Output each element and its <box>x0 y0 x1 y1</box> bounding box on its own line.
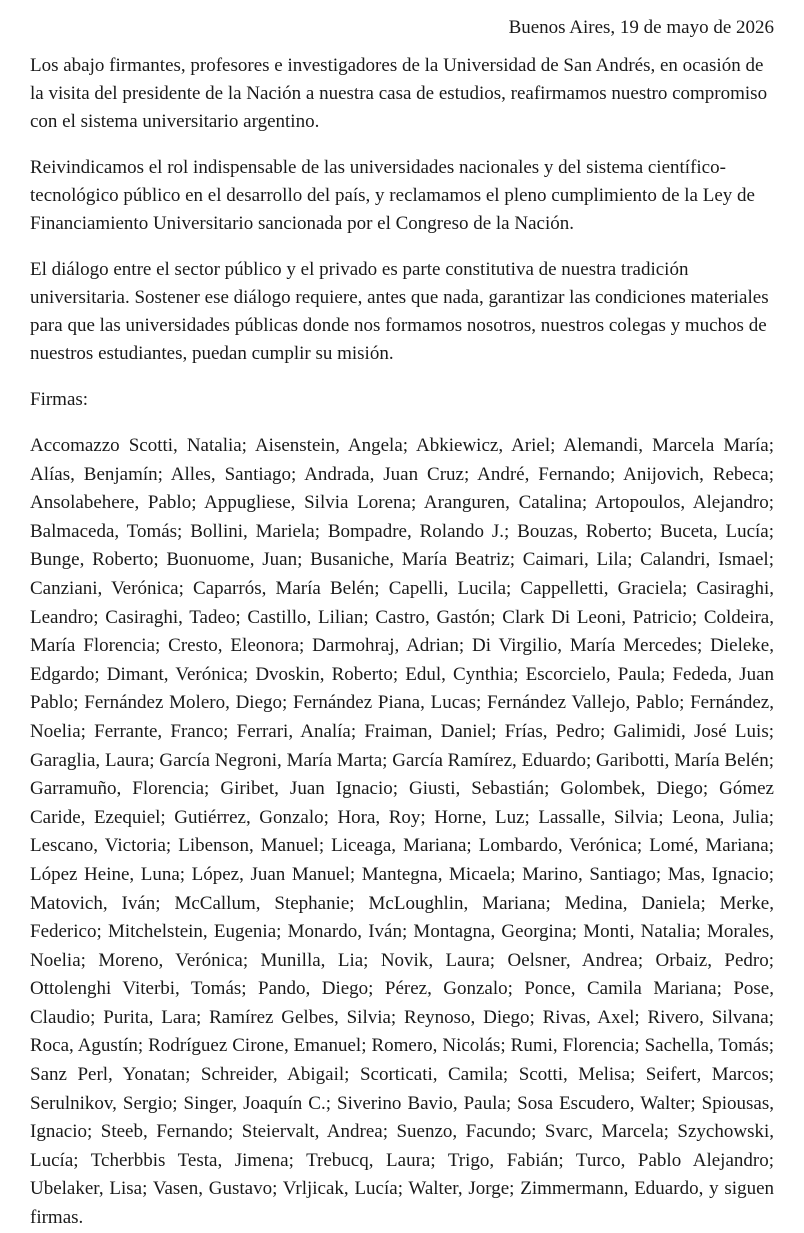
letter-date: Buenos Aires, 19 de mayo de 2026 <box>508 17 774 38</box>
signatures-list: Accomazzo Scotti, Natalia; Aisenstein, Angela; Abkiewicz, Ariel; Alemandi, Marcela María; Alías, Benjamín; Alles, Santiago; Andrada, Juan Cruz; André, Fernando; Anijovich, Rebeca; Ansolabehere, Pablo; Appugliese, Silvia Lorena; Aranguren, Catalina; Artopoulos, Alejandro; Balmaceda, Tomás; Bollini, Mariela; Bompadre, Rolando J.; Bouzas, Roberto; Buceta, Lucía; Bunge, Roberto; Buonuome, Juan; Busaniche, María Beatriz; Caimari, Lila; Calandri, Ismael; Canziani, Verónica; Caparrós, María Belén; Capelli, Lucila; Cappelletti, Graciela; Casiraghi, Leandro; Casiraghi, Tadeo; Castillo, Lilian; Castro, Gastón; Clark Di Leoni, Patricio; Coldeira, María Florencia; Cresto, Eleonora; Darmohraj, Adrian; Di Virgilio, María Mercedes; Dieleke, Edgardo; Dimant, Verónica; Dvoskin, Roberto; Edul, Cynthia; Escorcielo, Paula; Fededa, Juan Pablo; Fernández Molero, Diego; Fernández Piana, Lucas; Fernández Vallejo, Pablo; Fernández, Noelia; Ferrante, Franco; Ferrari, Analía; Fraiman, Daniel; Frías, Pedro; Galimidi, José Luis; Garaglia, Laura; García Negroni, María Marta; García Ramírez, Eduardo; Garibotti, María Belén; Garramuño, Florencia; Giribet, Juan Ignacio; Giusti, Sebastián; Golombek, Diego; Gómez Caride, Ezequiel; Gutiérrez, Gonzalo; Hora, Roy; Horne, Luz; Lassalle, Silvia; Leona, Julia; Lescano, Victoria; Libenson, Manuel; Liceaga, Mariana; Lombardo, Verónica; Lomé, Mariana; López Heine, Luna; López, Juan Manuel; Mantegna, Micaela; Marino, Santiago; Mas, Ignacio; Matovich, Iván; McCallum, Stephanie; McLoughlin, Mariana; Medina, Daniela; Merke, Federico; Mitchelstein, Eugenia; Monardo, Iván; Montagna, Georgina; Monti, Natalia; Morales, Noelia; Moreno, Verónica; Munilla, Lia; Novik, Laura; Oelsner, Andrea; Orbaiz, Pedro; Ottolenghi Viterbi, Tomás; Pando, Diego; Pérez, Gonzalo; Ponce, Camila Mariana; Pose, Claudio; Purita, Lara; Ramírez Gelbes, Silvia; Reynoso, Diego; Rivas, Axel; Rivero, Silvana; Roca, Agustín; Rodríguez Cirone, Emanuel; Romero, Nicolás; Rumi, Florencia; Sachella, Tomás; Sanz Perl, Yonatan; Schreider, Abigail; Scorticati, Camila; Scotti, Melisa; Seifert, Marcos; Serulnikov, Sergio; Singer, Joaquín C.; Siverino Bavio, Paula; Sosa Escudero, Walter; Spiousas, Ignacio; Steeb, Fernando; Steiervalt, Andrea; Suenzo, Facundo; Svarc, Marcela; Szychowski, Lucía; Tcherbbis Testa, Jimena; Trebucq, Laura; Trigo, Fabián; Turco, Pablo Alejandro; Ubelaker, Lisa; Vasen, Gustavo; Vrljicak, Lucía; Walter, Jorge; Zimmermann, Eduardo, y siguen firmas. <box>30 435 774 1229</box>
paragraph-funding-law: Reivindicamos el rol indispensable de las universidades nacionales y del sistema científico-tecnológico público en el desarrollo del país, y reclamamos el pleno cumplimiento de la Ley de Financiamiento Universitario sancionada por el Congreso de la Nación. <box>30 157 755 234</box>
paragraph-dialogue: El diálogo entre el sector público y el privado es parte constitutiva de nuestra tradición universitaria. Sostener ese diálogo requiere, antes que nada, garantizar las condiciones materiales para que las universidades públicas donde nos formamos nosotros, nuestros colegas y muchos de nuestros estudiantes, puedan cumplir su misión. <box>30 259 769 364</box>
paragraph-commitment: Los abajo firmantes, profesores e investigadores de la Universidad de San Andrés, en ocasión de la visita del presidente de la Nación a nuestra casa de estudios, reafirmamos nuestro compromiso con el sistema universitario argentino. <box>30 55 768 132</box>
signatures-label: Firmas: <box>30 389 89 410</box>
